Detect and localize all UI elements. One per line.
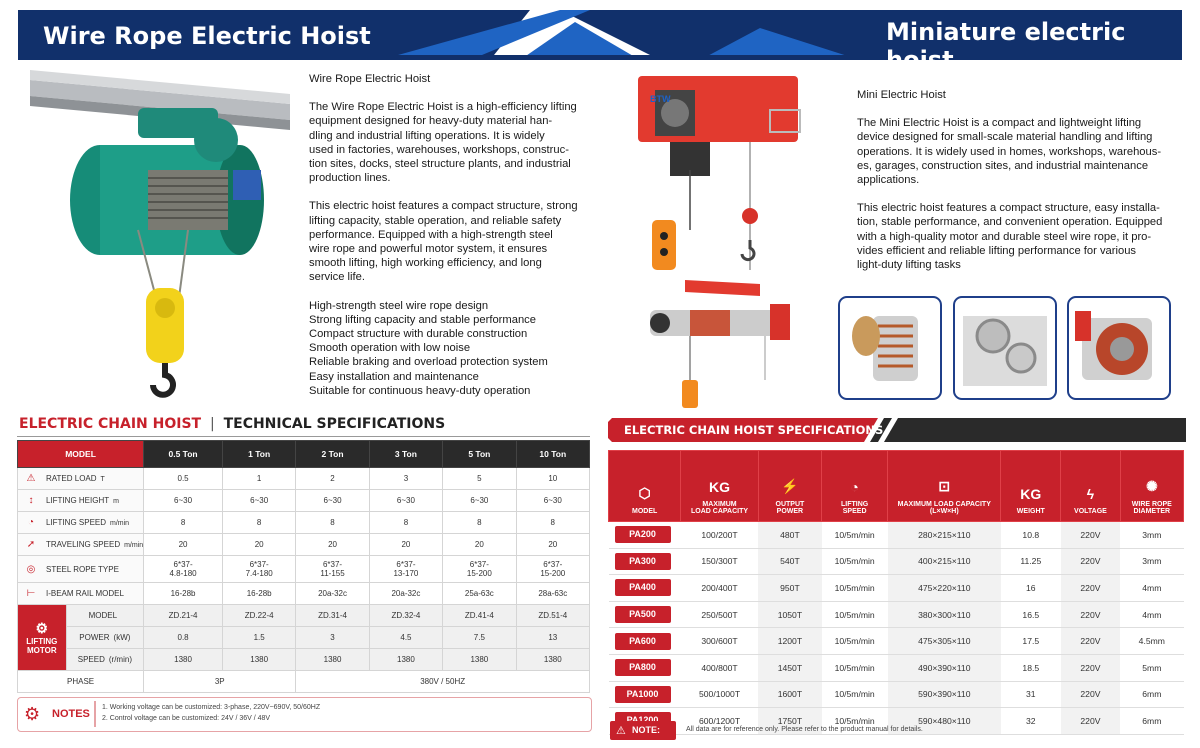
header-label: WIRE ROPE bbox=[1131, 501, 1172, 508]
mini-hoist-image bbox=[630, 70, 810, 410]
model-pill: PA1000 bbox=[615, 686, 671, 703]
row-unit: m/min bbox=[110, 520, 130, 527]
text-line: dling and industrial lifting operations. It is widely bbox=[309, 129, 545, 142]
table-cell: 1200T bbox=[758, 628, 821, 655]
text-line: with a high-quality motor and durable steel wire rope, it pro- bbox=[857, 230, 1152, 243]
table-cell: 220V bbox=[1061, 548, 1120, 575]
row-unit: m/min bbox=[124, 542, 144, 549]
table-cell bbox=[296, 556, 369, 583]
header-cell: 2 Ton bbox=[296, 441, 369, 468]
motor-row-label-text: MODEL bbox=[88, 611, 118, 620]
table-cell: 5mm bbox=[1120, 654, 1183, 681]
table-cell: 220V bbox=[1061, 575, 1120, 602]
table-row bbox=[609, 628, 1184, 655]
feature-item: Easy installation and maintenance bbox=[309, 370, 479, 383]
table-cell: 600/1200T bbox=[681, 708, 758, 735]
header-label: MAXIMUM LOAD CAPACITY bbox=[897, 501, 991, 508]
table-cell: 1450T bbox=[758, 654, 821, 681]
table-cell: 950T bbox=[758, 575, 821, 602]
header-label: WEIGHT bbox=[1016, 508, 1045, 515]
table-row bbox=[18, 649, 590, 671]
cell-line: 6*37- bbox=[543, 560, 563, 569]
row-label bbox=[18, 534, 144, 556]
table-cell: 10 bbox=[516, 468, 589, 490]
feature-item: Compact structure with durable construction bbox=[309, 328, 528, 341]
cell-line: 6*37- bbox=[469, 560, 489, 569]
header-cell bbox=[1120, 451, 1183, 522]
table-cell: 7.5 bbox=[443, 627, 516, 649]
table-cell: 20a-32c bbox=[296, 583, 369, 605]
model-pill: PA600 bbox=[615, 633, 671, 650]
feature-item: High-strength steel wire rope design bbox=[309, 299, 489, 312]
text-line: performance. Equipped with a high-strength steel bbox=[309, 228, 553, 241]
text-line: es, garages, construction sites, and industrial maintenance bbox=[857, 159, 1149, 172]
model-pill: PA500 bbox=[615, 606, 671, 623]
table-cell: 10/5m/min bbox=[822, 628, 888, 655]
table-cell: 100/200T bbox=[681, 522, 758, 549]
table-cell: 1380 bbox=[443, 649, 516, 671]
table-cell bbox=[369, 556, 442, 583]
motor-row-label-text: POWER bbox=[79, 633, 110, 642]
phase-row bbox=[18, 671, 590, 693]
table-cell: 1.5 bbox=[222, 627, 295, 649]
header-cell bbox=[888, 451, 1001, 522]
header-label: DIAMETER bbox=[1133, 508, 1171, 515]
header-cell: 5 Ton bbox=[443, 441, 516, 468]
header-cell: 10 Ton bbox=[516, 441, 589, 468]
row-icon: ◎ bbox=[26, 563, 36, 575]
table-cell: 590×480×110 bbox=[888, 708, 1001, 735]
row-icon: ↕ bbox=[28, 495, 34, 506]
table-cell bbox=[443, 556, 516, 583]
mini-para1 bbox=[857, 116, 1177, 187]
table-cell: ZD.21-4 bbox=[144, 605, 223, 627]
title-separator: | bbox=[209, 416, 215, 432]
text-line: service life. bbox=[309, 271, 365, 284]
table-row bbox=[609, 654, 1184, 681]
model-pill: PA300 bbox=[615, 553, 671, 570]
table-cell: 25a-63c bbox=[443, 583, 516, 605]
table-cell: 10/5m/min bbox=[822, 654, 888, 681]
note-line: 2. Control voltage can be customized: 24V / 36V / 48V bbox=[102, 715, 271, 722]
header-icon: KG bbox=[1020, 486, 1042, 502]
divider bbox=[17, 436, 590, 437]
table-row bbox=[609, 601, 1184, 628]
table-cell: 6~30 bbox=[296, 490, 369, 512]
header-label: MAXIMUM bbox=[702, 501, 737, 508]
table-cell: 400×215×110 bbox=[888, 548, 1001, 575]
header-cell bbox=[822, 451, 888, 522]
gearbox-detail-photo bbox=[953, 296, 1057, 400]
phase-label: PHASE bbox=[18, 671, 144, 693]
cell-line: 6*37- bbox=[396, 560, 416, 569]
table-cell: 1750T bbox=[758, 708, 821, 735]
header-icon: ◔ bbox=[850, 479, 859, 495]
cell-line: 6*37- bbox=[173, 560, 193, 569]
table-cell: 220V bbox=[1061, 681, 1120, 708]
header-cell bbox=[681, 451, 758, 522]
table-cell: 6~30 bbox=[222, 490, 295, 512]
table-cell: 20 bbox=[516, 534, 589, 556]
header-icon: ✺ bbox=[1145, 478, 1158, 494]
row-icon: ⊢ bbox=[26, 588, 36, 599]
notes-title: NOTES bbox=[52, 708, 90, 720]
text-line: applications. bbox=[857, 174, 920, 187]
header-cell bbox=[758, 451, 821, 522]
table-cell: 0.8 bbox=[144, 627, 223, 649]
table-cell: 1380 bbox=[516, 649, 589, 671]
text-line: equipment designed for heavy-duty material han- bbox=[309, 115, 553, 128]
table-cell bbox=[609, 628, 681, 655]
table-row bbox=[18, 490, 590, 512]
feature-item: Suitable for continuous heavy-duty operation bbox=[309, 384, 531, 397]
header-label: SPEED bbox=[842, 508, 867, 515]
table-cell bbox=[609, 548, 681, 575]
text-line: smooth lifting, high working efficiency, and long bbox=[309, 257, 542, 270]
table-cell: 4mm bbox=[1120, 575, 1183, 602]
motor-row-unit: (r/min) bbox=[108, 655, 132, 664]
motor-row-label bbox=[66, 649, 144, 671]
table-cell: 10/5m/min bbox=[822, 681, 888, 708]
row-label-text: TRAVELING SPEED bbox=[46, 540, 121, 549]
row-label-text: RATED LOAD bbox=[46, 474, 97, 483]
table-cell: 220V bbox=[1061, 522, 1120, 549]
model-pill: PA200 bbox=[615, 526, 671, 543]
table-row bbox=[18, 534, 590, 556]
cell-line: 6*37- bbox=[322, 560, 343, 569]
text-line: tion sites, docks, steel structure plants, and industrial bbox=[309, 158, 571, 171]
text-line: vides efficient and reliable lifting performance for various bbox=[857, 244, 1137, 257]
table-cell: 6~30 bbox=[516, 490, 589, 512]
row-icon: ➚ bbox=[26, 539, 36, 550]
table-cell: 6~30 bbox=[369, 490, 442, 512]
table-cell: ZD.51-4 bbox=[516, 605, 589, 627]
header-label: OUTPUT bbox=[775, 501, 805, 508]
table-cell: 1380 bbox=[222, 649, 295, 671]
wire-rope-description bbox=[309, 72, 599, 412]
table-cell: 4.5mm bbox=[1120, 628, 1183, 655]
row-label-text: STEEL ROPE TYPE bbox=[46, 564, 119, 574]
text-line: This electric hoist features a compact structure, easy installa- bbox=[857, 202, 1160, 215]
table-cell: 200/400T bbox=[681, 575, 758, 602]
table-cell: 400/800T bbox=[681, 654, 758, 681]
table-cell bbox=[222, 556, 295, 583]
table-cell: 1380 bbox=[144, 649, 223, 671]
table-cell: 500/1000T bbox=[681, 681, 758, 708]
table-cell bbox=[144, 556, 223, 583]
table-cell: 490×390×110 bbox=[888, 654, 1001, 681]
table-cell: 18.5 bbox=[1001, 654, 1061, 681]
table-cell: 220V bbox=[1061, 601, 1120, 628]
row-icon: ⚠ bbox=[26, 473, 36, 484]
table-cell: 220V bbox=[1061, 708, 1120, 735]
mini-hoist-description bbox=[857, 88, 1177, 286]
table-cell: ZD.32-4 bbox=[369, 605, 442, 627]
cell-line: 15-200 bbox=[466, 569, 492, 578]
table-cell: 16-28b bbox=[222, 583, 295, 605]
table-row bbox=[18, 512, 590, 534]
table-cell: 20a-32c bbox=[369, 583, 442, 605]
cell-line: 15-200 bbox=[540, 569, 566, 578]
mini-hoist-specs-table bbox=[608, 450, 1184, 735]
header-label: LIFTING bbox=[841, 501, 869, 508]
table-cell: 5 bbox=[443, 468, 516, 490]
table-row bbox=[609, 575, 1184, 602]
note-line: 1. Working voltage can be customized: 3-phase, 220V~690V, 50/60HZ bbox=[102, 704, 321, 711]
row-label-text: LIFTING SPEED bbox=[46, 518, 107, 527]
wire-rope-para2 bbox=[309, 199, 599, 284]
table-cell: 3 bbox=[369, 468, 442, 490]
table-cell: 8 bbox=[144, 512, 223, 534]
table-cell: 4.5 bbox=[369, 627, 442, 649]
table-cell: 16-28b bbox=[144, 583, 223, 605]
text-line: light-duty lifting tasks bbox=[857, 259, 961, 272]
text-line: lifting capacity, stable operation, and reliable safety bbox=[309, 214, 562, 227]
table-row bbox=[18, 605, 590, 627]
header-cell bbox=[1061, 451, 1120, 522]
wire-rope-hoist-image bbox=[28, 70, 293, 405]
table-cell: 6~30 bbox=[144, 490, 223, 512]
table-cell: 6mm bbox=[1120, 708, 1183, 735]
table-row bbox=[18, 468, 590, 490]
model-pill: PA800 bbox=[615, 659, 671, 676]
left-table-title-red: ELECTRIC CHAIN HOIST bbox=[19, 416, 202, 432]
note-label: NOTE: bbox=[632, 725, 660, 735]
lifting-motor-label bbox=[18, 605, 67, 671]
row-label-text: LIFTING HEIGHT bbox=[46, 496, 110, 505]
technical-specs-table bbox=[17, 440, 590, 693]
table-cell: 1600T bbox=[758, 681, 821, 708]
row-label-text: I-BEAM RAIL MODEL bbox=[46, 589, 124, 598]
text-line: tion, stable performance, and convenient operation. Equipped bbox=[857, 216, 1163, 229]
text-line: This electric hoist features a compact structure, strong bbox=[309, 200, 578, 213]
cell-line: 13-170 bbox=[393, 569, 419, 578]
table-cell: 32 bbox=[1001, 708, 1061, 735]
header-cell: 3 Ton bbox=[369, 441, 442, 468]
table-cell bbox=[609, 654, 681, 681]
table-cell: 11.25 bbox=[1001, 548, 1061, 575]
gear-icon: ⚙ bbox=[24, 704, 41, 724]
table-cell: 250/500T bbox=[681, 601, 758, 628]
wire-rope-para1 bbox=[309, 100, 599, 185]
motor-detail-photo bbox=[838, 296, 942, 400]
cell-line: 4.8-180 bbox=[169, 569, 197, 578]
mini-para2 bbox=[857, 201, 1177, 272]
right-table-title: ELECTRIC CHAIN HOIST SPECIFICATIONS bbox=[624, 423, 884, 437]
table-cell: 2 bbox=[296, 468, 369, 490]
table-cell: 10/5m/min bbox=[822, 601, 888, 628]
text-line: operations. It is widely used in homes, workshops, warehous- bbox=[857, 145, 1162, 158]
text-line: used in factories, warehouses, workshops, construc- bbox=[309, 143, 569, 156]
header-label: VOLTAGE bbox=[1074, 508, 1107, 515]
table-cell: 10/5m/min bbox=[822, 575, 888, 602]
table-cell: 1 bbox=[222, 468, 295, 490]
row-icon: ◔ bbox=[27, 517, 35, 528]
table-row bbox=[609, 681, 1184, 708]
text-line: device designed for small-scale material handling and lifting bbox=[857, 131, 1153, 144]
table-cell: ZD.22-4 bbox=[222, 605, 295, 627]
table-cell: 1050T bbox=[758, 601, 821, 628]
row-label bbox=[18, 556, 144, 583]
cell-line: 7.4-180 bbox=[245, 569, 273, 578]
row-unit: T bbox=[100, 476, 105, 483]
table-cell: ZD.31-4 bbox=[296, 605, 369, 627]
table-cell: 8 bbox=[296, 512, 369, 534]
table-cell: 3mm bbox=[1120, 522, 1183, 549]
wire-rope-heading: Wire Rope Electric Hoist bbox=[309, 73, 431, 85]
header-icon: ⬡ bbox=[638, 485, 651, 501]
right-page-title: Miniature electric hoist bbox=[886, 18, 1126, 74]
table-row bbox=[609, 548, 1184, 575]
table-cell: 28a-63c bbox=[516, 583, 589, 605]
note-bar bbox=[610, 721, 1184, 740]
mini-hoist-logo: BTW bbox=[650, 94, 671, 104]
header-label: LOAD CAPACITY bbox=[691, 508, 749, 515]
table-cell: 10.8 bbox=[1001, 522, 1061, 549]
text-line: The Wire Rope Electric Hoist is a high-efficiency lifting bbox=[309, 101, 577, 114]
header-model: MODEL bbox=[18, 441, 144, 468]
row-label bbox=[18, 583, 144, 605]
table-cell: 16.5 bbox=[1001, 601, 1061, 628]
table-cell: 540T bbox=[758, 548, 821, 575]
mini-heading: Mini Electric Hoist bbox=[857, 89, 946, 101]
table-cell: 10/5m/min bbox=[822, 708, 888, 735]
table-cell: 31 bbox=[1001, 681, 1061, 708]
table-cell: 480T bbox=[758, 522, 821, 549]
header-icon: ϟ bbox=[1086, 486, 1095, 502]
text-line: wire rope and powerful motor system, it ensures bbox=[309, 243, 548, 256]
feature-item: Smooth operation with low noise bbox=[309, 342, 471, 355]
motor-row-label bbox=[66, 605, 144, 627]
header-label: POWER bbox=[776, 508, 804, 515]
table-cell bbox=[609, 522, 681, 549]
table-cell bbox=[609, 681, 681, 708]
motor-row-unit: (kW) bbox=[113, 633, 131, 642]
table-cell: 20 bbox=[443, 534, 516, 556]
left-table-title-dark: TECHNICAL SPECIFICATIONS bbox=[223, 416, 446, 432]
text-line: The Mini Electric Hoist is a compact and lightweight lifting bbox=[857, 117, 1142, 130]
phase-right-value: 380V / 50HZ bbox=[296, 671, 590, 693]
header-icon: ⚡ bbox=[781, 478, 799, 494]
table-cell: 4mm bbox=[1120, 601, 1183, 628]
text-line: production lines. bbox=[309, 172, 391, 185]
row-label bbox=[18, 490, 144, 512]
table-cell: 590×390×110 bbox=[888, 681, 1001, 708]
table-cell bbox=[609, 575, 681, 602]
left-page-title: Wire Rope Electric Hoist bbox=[43, 22, 371, 50]
table-cell: 220V bbox=[1061, 628, 1120, 655]
row-unit: m bbox=[113, 498, 119, 505]
header-cell: 1 Ton bbox=[222, 441, 295, 468]
feature-item: Reliable braking and overload protection system bbox=[309, 356, 548, 369]
model-pill: PA400 bbox=[615, 579, 671, 596]
cell-line: 11-155 bbox=[320, 569, 345, 578]
note-text: All data are for reference only. Please refer to the product manual for details. bbox=[686, 726, 923, 733]
motor-label-line: LIFTING bbox=[26, 637, 58, 646]
left-table-title bbox=[19, 416, 445, 432]
table-cell: 280×215×110 bbox=[888, 522, 1001, 549]
header-label: MODEL bbox=[632, 508, 658, 515]
header-icon: KG bbox=[709, 479, 731, 495]
table-row bbox=[609, 522, 1184, 549]
row-label bbox=[18, 512, 144, 534]
table-cell bbox=[609, 601, 681, 628]
table-row bbox=[18, 556, 590, 583]
header-cell: 0.5 Ton bbox=[144, 441, 223, 468]
table-header-row bbox=[18, 441, 590, 468]
table-cell: ZD.41-4 bbox=[443, 605, 516, 627]
warning-icon: ⚠ bbox=[616, 725, 626, 737]
table-cell: 6mm bbox=[1120, 681, 1183, 708]
table-cell: 8 bbox=[516, 512, 589, 534]
wire-rope-features bbox=[309, 299, 599, 398]
table-cell: 3mm bbox=[1120, 548, 1183, 575]
feature-item: Strong lifting capacity and stable performance bbox=[309, 313, 536, 326]
header-icon: ⊡ bbox=[938, 478, 951, 494]
table-row bbox=[18, 583, 590, 605]
motor-label-line: MOTOR bbox=[26, 646, 57, 655]
coil-detail-photo bbox=[1067, 296, 1171, 400]
table-cell: 20 bbox=[222, 534, 295, 556]
table-cell: 8 bbox=[369, 512, 442, 534]
notes-box bbox=[17, 697, 592, 732]
table-cell: 20 bbox=[369, 534, 442, 556]
table-header-row bbox=[609, 451, 1184, 522]
table-cell: 20 bbox=[296, 534, 369, 556]
table-cell: 475×305×110 bbox=[888, 628, 1001, 655]
header-label: (L×W×H) bbox=[929, 508, 959, 515]
table-row bbox=[18, 627, 590, 649]
table-cell: 0.5 bbox=[144, 468, 223, 490]
table-cell: 475×220×110 bbox=[888, 575, 1001, 602]
table-cell: 220V bbox=[1061, 654, 1120, 681]
header-cell bbox=[1001, 451, 1061, 522]
motor-row-label-text: SPEED bbox=[77, 655, 105, 664]
table-cell: 16 bbox=[1001, 575, 1061, 602]
row-label bbox=[18, 468, 144, 490]
table-cell: 380×300×110 bbox=[888, 601, 1001, 628]
table-cell: 3 bbox=[296, 627, 369, 649]
table-cell: 13 bbox=[516, 627, 589, 649]
cell-line: 6*37- bbox=[249, 560, 269, 569]
table-cell: 10/5m/min bbox=[822, 522, 888, 549]
table-cell: 300/600T bbox=[681, 628, 758, 655]
motor-icon: ⚙ bbox=[35, 620, 49, 636]
table-cell: 150/300T bbox=[681, 548, 758, 575]
table-cell: 20 bbox=[144, 534, 223, 556]
table-cell: 1380 bbox=[296, 649, 369, 671]
divider bbox=[94, 701, 96, 727]
header-cell bbox=[609, 451, 681, 522]
table-cell: 1380 bbox=[369, 649, 442, 671]
table-cell: 10/5m/min bbox=[822, 548, 888, 575]
phase-left-value: 3P bbox=[144, 671, 296, 693]
motor-row-label bbox=[66, 627, 144, 649]
table-cell: 8 bbox=[443, 512, 516, 534]
table-cell bbox=[516, 556, 589, 583]
table-cell: 8 bbox=[222, 512, 295, 534]
table-cell: 17.5 bbox=[1001, 628, 1061, 655]
table-cell: 6~30 bbox=[443, 490, 516, 512]
